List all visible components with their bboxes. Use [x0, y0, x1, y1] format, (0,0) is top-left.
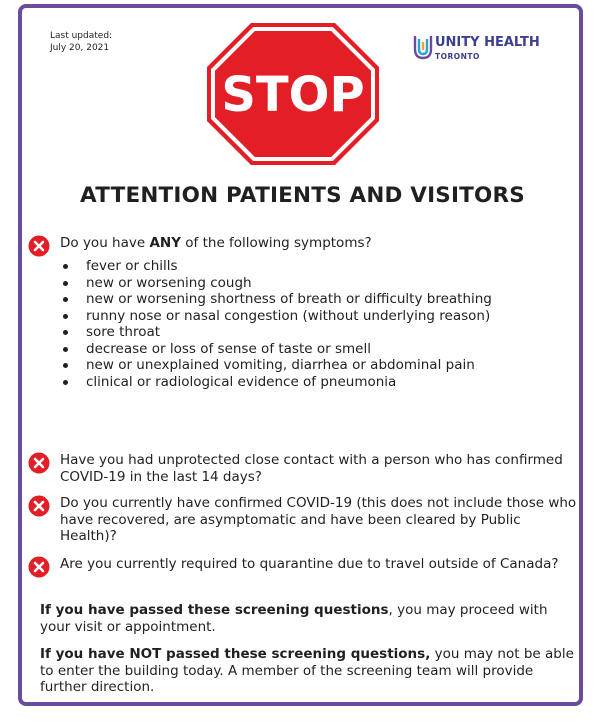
- question-symptoms: [60, 235, 580, 252]
- list-item: sore throat: [60, 324, 540, 341]
- stop-text: STOP: [221, 67, 365, 123]
- logo-name: UNITY HEALTH: [435, 35, 540, 50]
- last-updated-label: Last updated:: [50, 31, 113, 41]
- list-item: new or worsening shortness of breath or difficulty breathing: [60, 291, 540, 308]
- last-updated-date: July 20, 2021: [50, 43, 110, 53]
- list-item: new or worsening cough: [60, 275, 540, 292]
- list-item: runny nose or nasal congestion (without underlying reason): [60, 308, 540, 325]
- list-item: decrease or loss of sense of taste or smell: [60, 341, 540, 358]
- list-item: fever or chills: [60, 258, 540, 275]
- question-confirmed-covid: Do you currently have confirmed COVID-19 (this does not include those who have recovered, are asymptomatic and have been cleared by Public Health)?: [60, 495, 577, 544]
- list-item: clinical or radiological evidence of pneumonia: [60, 374, 540, 391]
- question-symptoms-pre: Do you have: [60, 235, 150, 251]
- question-symptoms-post: of the following symptoms?: [181, 235, 372, 251]
- not-passed-screening-bold: If you have NOT passed these screening questions,: [40, 646, 431, 662]
- not-passed-screening-rest: you may not be able to enter the building today. A member of the screening team will provide further direction.: [40, 646, 574, 695]
- logo-city: TORONTO: [435, 52, 480, 61]
- stop-sign-icon: [205, 21, 381, 167]
- last-updated: [50, 30, 112, 54]
- question-quarantine: Are you currently required to quarantine due to travel outside of Canada?: [60, 556, 559, 572]
- question-close-contact: Have you had unprotected close contact with a person who has confirmed COVID-19 in the last 14 days?: [60, 452, 563, 485]
- question-symptoms-emphasis: ANY: [149, 235, 181, 251]
- page-title: ATTENTION PATIENTS AND VISITORS: [80, 183, 525, 208]
- passed-screening-rest: , you may proceed with your visit or appointment.: [40, 602, 548, 635]
- unity-health-logo: [412, 32, 587, 66]
- x-circle-icon: [28, 495, 50, 517]
- x-circle-icon: [28, 556, 50, 578]
- passed-screening-text: [40, 602, 580, 635]
- passed-screening-bold: If you have passed these screening questions: [40, 602, 389, 618]
- not-passed-screening-text: [40, 646, 580, 696]
- logo-mark-icon: [412, 32, 434, 62]
- symptom-list: [60, 258, 540, 390]
- x-circle-icon: [28, 235, 50, 257]
- x-circle-icon: [28, 452, 50, 474]
- list-item: new or unexplained vomiting, diarrhea or abdominal pain: [60, 357, 540, 374]
